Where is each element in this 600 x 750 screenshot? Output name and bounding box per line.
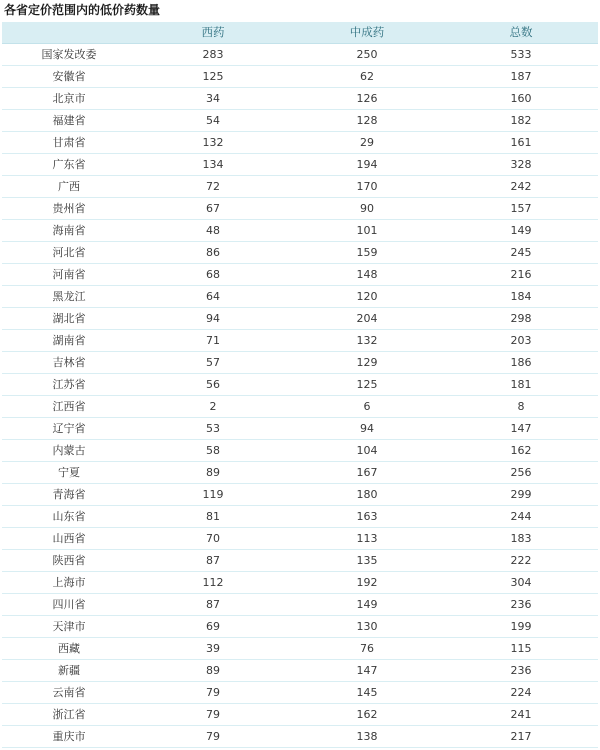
cell-western: 56 — [136, 374, 290, 396]
cell-chinese: 90 — [290, 198, 444, 220]
table-row — [2, 154, 598, 176]
table-row — [2, 682, 598, 704]
cell-chinese: 101 — [290, 220, 444, 242]
table-row — [2, 176, 598, 198]
cell-western: 68 — [136, 264, 290, 286]
table-row — [2, 396, 598, 418]
table-header-total: 总数 — [444, 22, 598, 44]
row-label: 河北省 — [2, 242, 136, 264]
cell-western: 79 — [136, 682, 290, 704]
cell-western: 39 — [136, 638, 290, 660]
table-row — [2, 660, 598, 682]
cell-chinese: 126 — [290, 88, 444, 110]
row-label: 国家发改委 — [2, 44, 136, 66]
cell-total: 216 — [444, 264, 598, 286]
cell-western: 79 — [136, 726, 290, 748]
table-row — [2, 726, 598, 748]
cell-chinese: 128 — [290, 110, 444, 132]
table-header-row — [2, 22, 598, 44]
cell-western: 70 — [136, 528, 290, 550]
table-row — [2, 528, 598, 550]
cell-total: 187 — [444, 66, 598, 88]
cell-chinese: 145 — [290, 682, 444, 704]
cell-chinese: 204 — [290, 308, 444, 330]
cell-chinese: 147 — [290, 660, 444, 682]
table-header-region — [2, 22, 136, 44]
cell-total: 242 — [444, 176, 598, 198]
cell-chinese: 130 — [290, 616, 444, 638]
row-label: 天津市 — [2, 616, 136, 638]
cell-total: 162 — [444, 440, 598, 462]
table-row — [2, 374, 598, 396]
cell-chinese: 167 — [290, 462, 444, 484]
cell-total: 222 — [444, 550, 598, 572]
table-row — [2, 440, 598, 462]
row-label: 山东省 — [2, 506, 136, 528]
cell-western: 283 — [136, 44, 290, 66]
row-label: 西藏 — [2, 638, 136, 660]
cell-chinese: 162 — [290, 704, 444, 726]
cell-western: 54 — [136, 110, 290, 132]
cell-chinese: 120 — [290, 286, 444, 308]
table-row — [2, 484, 598, 506]
table-row — [2, 198, 598, 220]
row-label: 宁夏 — [2, 462, 136, 484]
cell-total: 236 — [444, 594, 598, 616]
table-row — [2, 44, 598, 66]
cell-western: 86 — [136, 242, 290, 264]
low-price-drug-table — [2, 22, 598, 748]
table-row — [2, 638, 598, 660]
row-label: 辽宁省 — [2, 418, 136, 440]
cell-total: 161 — [444, 132, 598, 154]
table-row — [2, 220, 598, 242]
cell-total: 181 — [444, 374, 598, 396]
table-row — [2, 264, 598, 286]
table-row — [2, 66, 598, 88]
cell-total: 328 — [444, 154, 598, 176]
cell-western: 94 — [136, 308, 290, 330]
row-label: 黑龙江 — [2, 286, 136, 308]
row-label: 浙江省 — [2, 704, 136, 726]
row-label: 福建省 — [2, 110, 136, 132]
row-label: 北京市 — [2, 88, 136, 110]
cell-western: 81 — [136, 506, 290, 528]
row-label: 四川省 — [2, 594, 136, 616]
cell-chinese: 192 — [290, 572, 444, 594]
cell-total: 182 — [444, 110, 598, 132]
cell-western: 125 — [136, 66, 290, 88]
cell-chinese: 135 — [290, 550, 444, 572]
cell-chinese: 29 — [290, 132, 444, 154]
cell-chinese: 163 — [290, 506, 444, 528]
row-label: 广东省 — [2, 154, 136, 176]
row-label: 山西省 — [2, 528, 136, 550]
table-row — [2, 286, 598, 308]
row-label: 河南省 — [2, 264, 136, 286]
cell-chinese: 250 — [290, 44, 444, 66]
cell-total: 157 — [444, 198, 598, 220]
table-row — [2, 572, 598, 594]
cell-total: 149 — [444, 220, 598, 242]
cell-chinese: 148 — [290, 264, 444, 286]
cell-total: 115 — [444, 638, 598, 660]
table-row — [2, 242, 598, 264]
cell-western: 134 — [136, 154, 290, 176]
cell-western: 72 — [136, 176, 290, 198]
cell-chinese: 149 — [290, 594, 444, 616]
table-body — [2, 44, 598, 748]
cell-chinese: 6 — [290, 396, 444, 418]
cell-chinese: 76 — [290, 638, 444, 660]
row-label: 新疆 — [2, 660, 136, 682]
table-row — [2, 88, 598, 110]
row-label: 广西 — [2, 176, 136, 198]
row-label: 安徽省 — [2, 66, 136, 88]
cell-total: 183 — [444, 528, 598, 550]
cell-total: 304 — [444, 572, 598, 594]
cell-total: 299 — [444, 484, 598, 506]
cell-western: 112 — [136, 572, 290, 594]
table-row — [2, 308, 598, 330]
cell-western: 87 — [136, 550, 290, 572]
table-row — [2, 110, 598, 132]
cell-total: 533 — [444, 44, 598, 66]
table-row — [2, 616, 598, 638]
table-row — [2, 418, 598, 440]
cell-total: 160 — [444, 88, 598, 110]
cell-total: 217 — [444, 726, 598, 748]
cell-total: 236 — [444, 660, 598, 682]
cell-total: 256 — [444, 462, 598, 484]
cell-western: 132 — [136, 132, 290, 154]
table-row — [2, 132, 598, 154]
cell-western: 67 — [136, 198, 290, 220]
cell-total: 241 — [444, 704, 598, 726]
row-label: 江苏省 — [2, 374, 136, 396]
cell-total: 245 — [444, 242, 598, 264]
table-row — [2, 352, 598, 374]
row-label: 海南省 — [2, 220, 136, 242]
cell-western: 64 — [136, 286, 290, 308]
cell-total: 203 — [444, 330, 598, 352]
cell-western: 2 — [136, 396, 290, 418]
table-row — [2, 704, 598, 726]
table-header-western-medicine: 西药 — [136, 22, 290, 44]
row-label: 内蒙古 — [2, 440, 136, 462]
table-row — [2, 594, 598, 616]
row-label: 重庆市 — [2, 726, 136, 748]
page-title: 各省定价范围内的低价药数量 — [4, 3, 161, 17]
cell-chinese: 125 — [290, 374, 444, 396]
cell-western: 89 — [136, 660, 290, 682]
cell-chinese: 104 — [290, 440, 444, 462]
row-label: 青海省 — [2, 484, 136, 506]
table-header — [2, 22, 598, 44]
cell-western: 71 — [136, 330, 290, 352]
cell-total: 147 — [444, 418, 598, 440]
cell-western: 119 — [136, 484, 290, 506]
cell-western: 58 — [136, 440, 290, 462]
cell-western: 53 — [136, 418, 290, 440]
row-label: 甘肃省 — [2, 132, 136, 154]
cell-total: 186 — [444, 352, 598, 374]
cell-chinese: 129 — [290, 352, 444, 374]
cell-chinese: 62 — [290, 66, 444, 88]
cell-total: 199 — [444, 616, 598, 638]
cell-western: 48 — [136, 220, 290, 242]
row-label: 贵州省 — [2, 198, 136, 220]
table-row — [2, 550, 598, 572]
cell-chinese: 170 — [290, 176, 444, 198]
row-label: 江西省 — [2, 396, 136, 418]
cell-chinese: 113 — [290, 528, 444, 550]
cell-total: 244 — [444, 506, 598, 528]
row-label: 湖南省 — [2, 330, 136, 352]
cell-western: 57 — [136, 352, 290, 374]
table-row — [2, 330, 598, 352]
table-row — [2, 506, 598, 528]
cell-total: 184 — [444, 286, 598, 308]
cell-western: 69 — [136, 616, 290, 638]
cell-chinese: 132 — [290, 330, 444, 352]
cell-chinese: 94 — [290, 418, 444, 440]
cell-chinese: 159 — [290, 242, 444, 264]
row-label: 上海市 — [2, 572, 136, 594]
cell-western: 87 — [136, 594, 290, 616]
row-label: 吉林省 — [2, 352, 136, 374]
cell-chinese: 194 — [290, 154, 444, 176]
cell-total: 8 — [444, 396, 598, 418]
cell-western: 34 — [136, 88, 290, 110]
row-label: 湖北省 — [2, 308, 136, 330]
cell-total: 224 — [444, 682, 598, 704]
cell-chinese: 180 — [290, 484, 444, 506]
cell-chinese: 138 — [290, 726, 444, 748]
table-row — [2, 462, 598, 484]
row-label: 云南省 — [2, 682, 136, 704]
cell-total: 298 — [444, 308, 598, 330]
row-label: 陕西省 — [2, 550, 136, 572]
table-header-chinese-patent-medicine: 中成药 — [290, 22, 444, 44]
cell-western: 89 — [136, 462, 290, 484]
cell-western: 79 — [136, 704, 290, 726]
